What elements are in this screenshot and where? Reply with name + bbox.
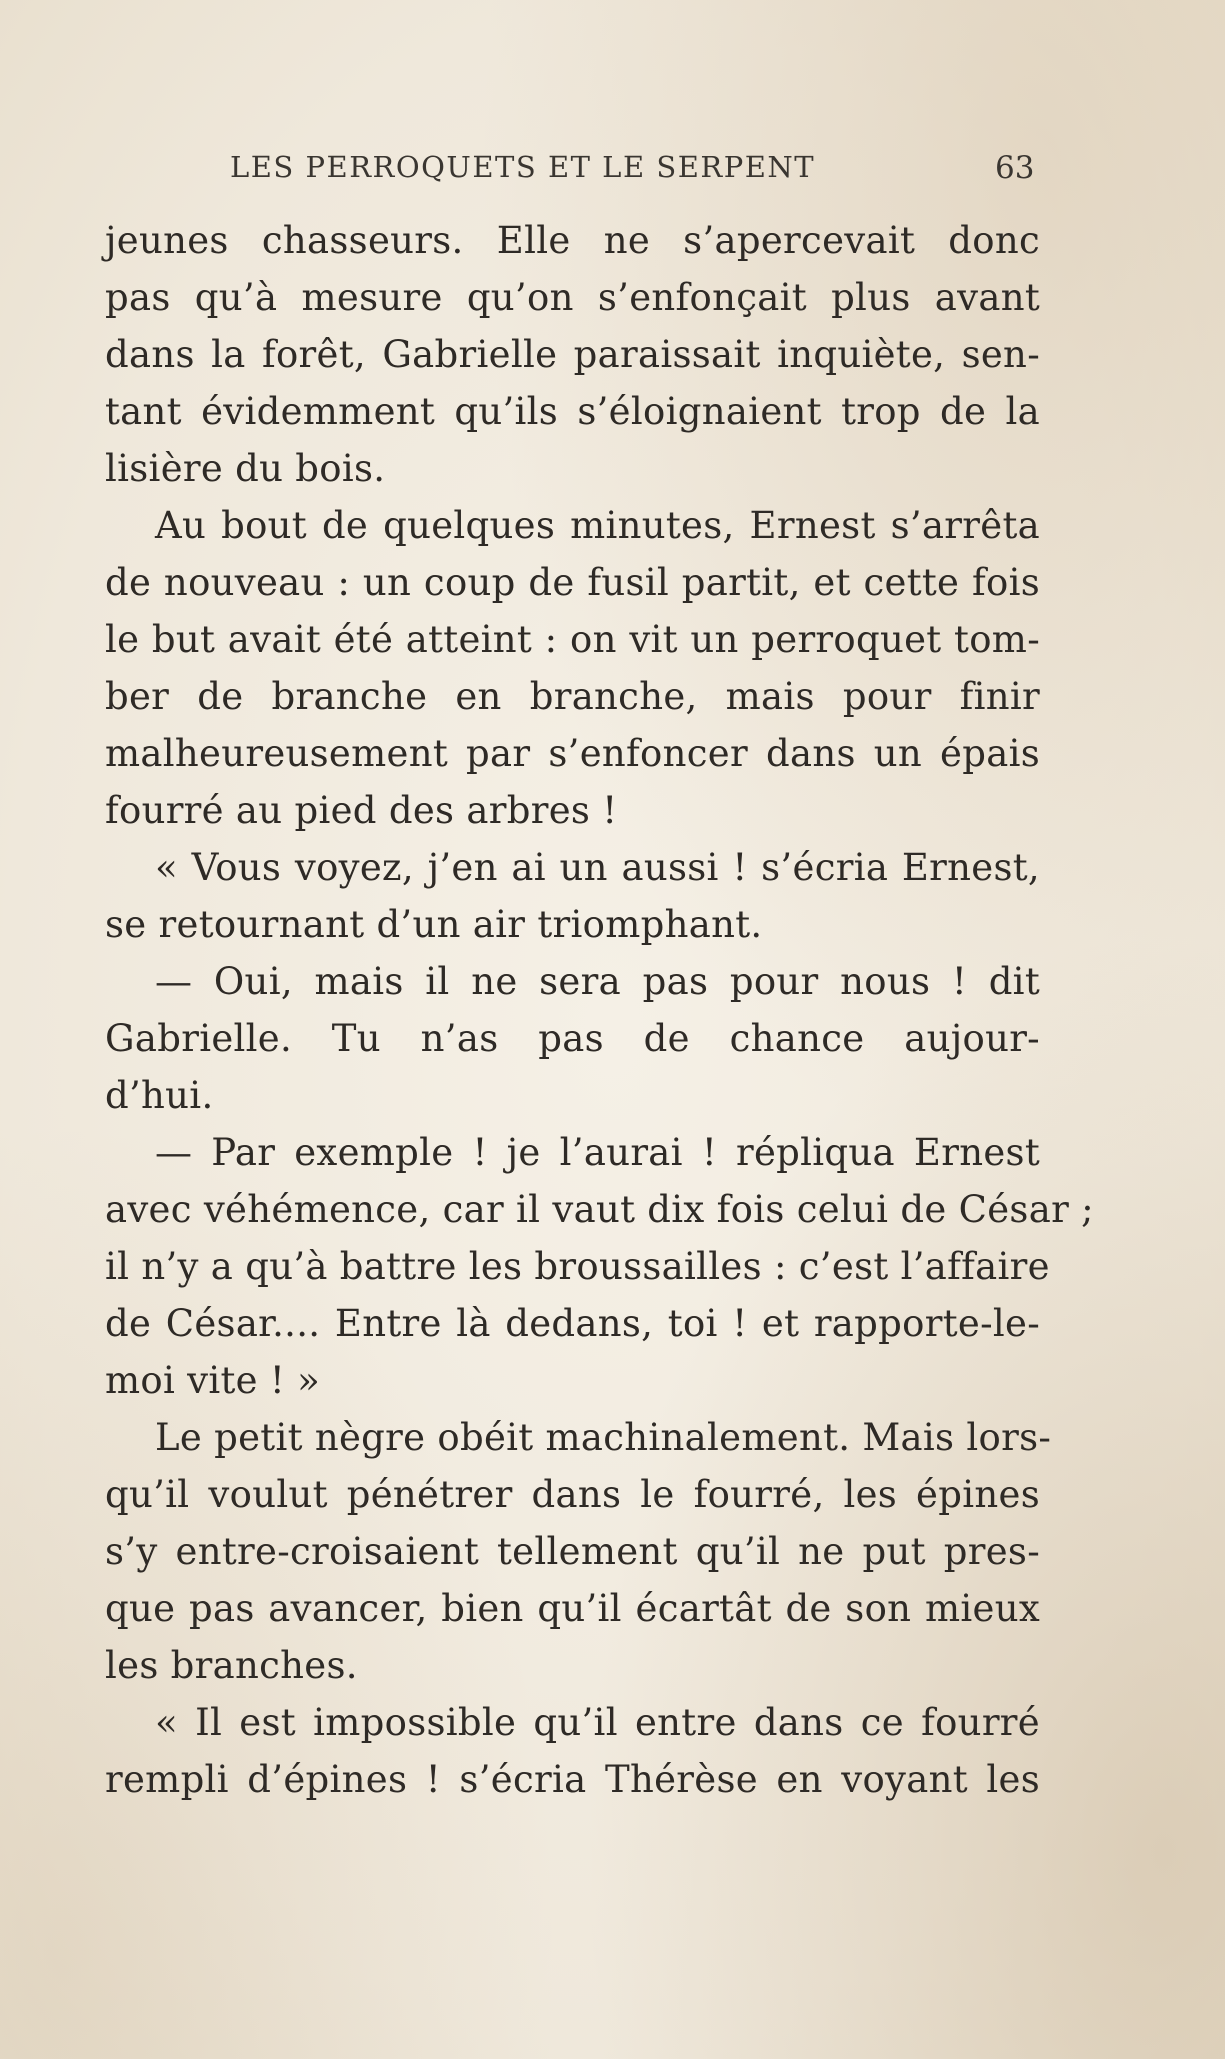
text-line: de César.... Entre là dedans, toi ! et rapporte-le- (105, 1302, 1040, 1345)
text-line: Au bout de quelques minutes, Ernest s’arrêta (155, 504, 1040, 547)
text-line: rempli d’épines ! s’écria Thérèse en voyant les (105, 1758, 1040, 1801)
text-line: fourré au pied des arbres ! (105, 789, 618, 832)
text-line: — Par exemple ! je l’aurai ! répliqua Ernest (155, 1131, 1040, 1174)
text-line: il n’y a qu’à battre les broussailles : c’est l’affaire (105, 1245, 1050, 1288)
text-line: ber de branche en branche, mais pour finir (105, 675, 1040, 718)
text-line: lisière du bois. (105, 447, 386, 490)
text-line: « Vous voyez, j’en ai un aussi ! s’écria Ernest, (155, 846, 1040, 889)
text-line: Le petit nègre obéit machinalement. Mais lors- (155, 1416, 1052, 1459)
text-line: jeunes chasseurs. Elle ne s’apercevait donc (105, 219, 1040, 262)
running-title: LES PERROQUETS ET LE SERPENT (230, 150, 816, 184)
text-line: de nouveau : un coup de fusil partit, et cette fois (105, 561, 1040, 604)
text-line: se retournant d’un air triomphant. (105, 903, 763, 946)
text-line: malheureusement par s’enfoncer dans un épais (105, 732, 1040, 775)
text-line: — Oui, mais il ne sera pas pour nous ! dit (155, 960, 1040, 1003)
text-line: les branches. (105, 1644, 358, 1687)
text-line: s’y entre-croisaient tellement qu’il ne put pres- (105, 1530, 1040, 1573)
text-line: avec véhémence, car il vaut dix fois celui de César ; (105, 1188, 1094, 1231)
body-text (105, 212, 1094, 1808)
text-line: pas qu’à mesure qu’on s’enfonçait plus avant (105, 276, 1040, 319)
text-line: le but avait été atteint : on vit un perroquet tom- (105, 618, 1040, 661)
page-number: 63 (995, 150, 1035, 186)
text-line: d’hui. (105, 1074, 214, 1117)
text-line: que pas avancer, bien qu’il écartât de son mieux (105, 1587, 1040, 1630)
text-line: « Il est impossible qu’il entre dans ce fourré (155, 1701, 1040, 1744)
text-line: dans la forêt, Gabrielle paraissait inquiète, sen- (105, 333, 1040, 376)
text-line: moi vite ! » (105, 1359, 321, 1402)
text-line: Gabrielle. Tu n’as pas de chance aujour- (105, 1017, 1040, 1060)
text-line: tant évidemment qu’ils s’éloignaient trop de la (105, 390, 1040, 433)
text-line: qu’il voulut pénétrer dans le fourré, les épines (105, 1473, 1040, 1516)
